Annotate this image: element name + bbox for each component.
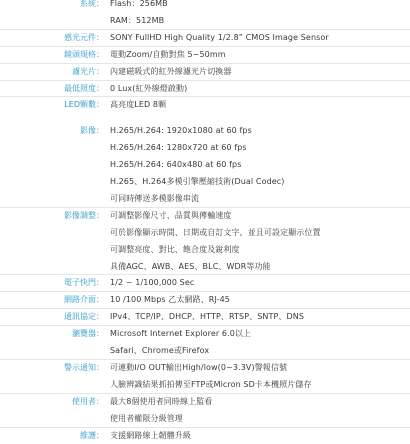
spec-row-video bbox=[0, 190, 410, 207]
spec-value-adjust: 可調整亮度、對比、飽合度及銳利度 bbox=[110, 244, 240, 254]
spec-row-storage bbox=[0, 12, 410, 29]
spec-value-storage: Flash：256MB bbox=[110, 0, 168, 8]
spec-row-adjust bbox=[0, 207, 410, 224]
spec-row-maint bbox=[0, 427, 410, 444]
spec-row-video bbox=[0, 139, 410, 156]
spec-row-alarm bbox=[0, 359, 410, 376]
spec-row-adjust bbox=[0, 258, 410, 275]
spec-value-shutter: 1/2 ~ 1/100,000 Sec bbox=[110, 278, 195, 288]
spec-value-video: 可同時傳送多模影像串流 bbox=[110, 193, 200, 203]
spec-value-browser: Safari、Chrome或Firefox bbox=[110, 346, 210, 355]
spec-label-network: 網路介面： bbox=[64, 295, 104, 305]
spec-value-sensor: SONY FullHD High Quality 1/2.8” CMOS Image Sensor bbox=[110, 32, 329, 42]
spec-row-sensor bbox=[0, 29, 410, 46]
spec-label-storage: 系統： bbox=[80, 0, 104, 8]
spec-value-adjust: 具備AGC、AWB、AES、BLC、WDR等功能 bbox=[110, 261, 271, 271]
spec-label-protocol: 通訊協定： bbox=[64, 312, 104, 322]
spec-label-video: 影像： bbox=[80, 126, 104, 136]
spec-value-users: 使用者權限分級管理 bbox=[110, 413, 183, 423]
spec-value-protocol: IPv4、TCP/IP、DHCP、HTTP、RTSP、SNTP、DNS bbox=[110, 312, 305, 322]
spec-row-alarm bbox=[0, 376, 410, 393]
spec-value-video: H.265、H.264多模引擎壓縮技術(Dual Codec) bbox=[110, 177, 285, 186]
spec-row-video bbox=[0, 156, 410, 173]
spec-label-browser: 瀏覽器： bbox=[72, 329, 104, 339]
spec-value-min-illum: 0 Lux(紅外線燈啟動) bbox=[110, 83, 188, 93]
spec-row-network bbox=[0, 291, 410, 308]
spec-row-video bbox=[0, 122, 410, 139]
spec-row-browser bbox=[0, 325, 410, 342]
spec-value-browser: Microsoft Internet Explorer 6.0以上 bbox=[110, 329, 252, 339]
spec-row-storage bbox=[0, 0, 410, 12]
spec-row-users bbox=[0, 393, 410, 410]
spec-value-video: H.265/H.264: 1920x1080 at 60 fps bbox=[110, 126, 252, 136]
spec-value-lens: 電動Zoom/自動對焦 5~50mm bbox=[110, 49, 226, 59]
spec-value-alarm: 可連動I/O OUT輸出High/low(0~3.3V)警報信號 bbox=[110, 362, 288, 372]
spec-row-browser bbox=[0, 342, 410, 359]
spec-value-led: 高亮度LED 8顆 bbox=[110, 100, 167, 110]
spec-row-adjust bbox=[0, 224, 410, 241]
spec-label-lens: 鏡頭規格： bbox=[64, 49, 104, 59]
spec-value-video: H.265/H.264: 640x480 at 60 fps bbox=[110, 160, 242, 170]
spec-row-protocol bbox=[0, 308, 410, 325]
spec-value-storage: RAM：512MB bbox=[110, 15, 165, 25]
spec-row-users bbox=[0, 410, 410, 427]
spec-value-filter: 內建磁吸式的紅外線濾光片切換器 bbox=[110, 66, 232, 76]
spec-row-min-illum bbox=[0, 80, 410, 97]
spec-label-led: LED顆數： bbox=[64, 100, 104, 110]
spec-row-video bbox=[0, 173, 410, 190]
spec-label-maint: 維護： bbox=[80, 430, 104, 440]
spec-value-users: 最大8個使用者同時線上監看 bbox=[110, 396, 213, 406]
spec-value-maint: 支援網路線上韌體升級 bbox=[110, 430, 191, 440]
spec-row-led bbox=[0, 96, 410, 113]
spec-label-min-illum: 最低照度： bbox=[64, 83, 104, 93]
spec-value-adjust: 可調整影像尺寸、品質與傳輸速度 bbox=[110, 210, 232, 220]
spec-value-network: 10 /100 Mbps 乙太網路、RJ-45 bbox=[110, 295, 230, 305]
spec-value-adjust: 可於影像顯示時間、日期或自訂文字，並且可設定顯示位置 bbox=[110, 227, 321, 237]
spec-label-shutter: 電子快門： bbox=[64, 278, 104, 288]
spec-value-alarm: 人臉辨識結果抓拍傳至FTP或Micron SD卡本機照片儲存 bbox=[110, 379, 312, 389]
spec-row-shutter bbox=[0, 274, 410, 291]
spec-row-adjust bbox=[0, 241, 410, 258]
spec-row-filter bbox=[0, 63, 410, 80]
spec-label-sensor: 感光元件： bbox=[64, 32, 104, 42]
spec-label-adjust: 影像調整： bbox=[64, 210, 104, 220]
spec-label-filter: 濾光片： bbox=[72, 66, 104, 76]
spec-label-alarm: 警示通知： bbox=[64, 362, 104, 372]
spec-value-video: H.265/H.264: 1280x720 at 60 fps bbox=[110, 143, 247, 153]
spec-label-users: 使用者： bbox=[72, 396, 104, 406]
spec-row-lens bbox=[0, 46, 410, 63]
